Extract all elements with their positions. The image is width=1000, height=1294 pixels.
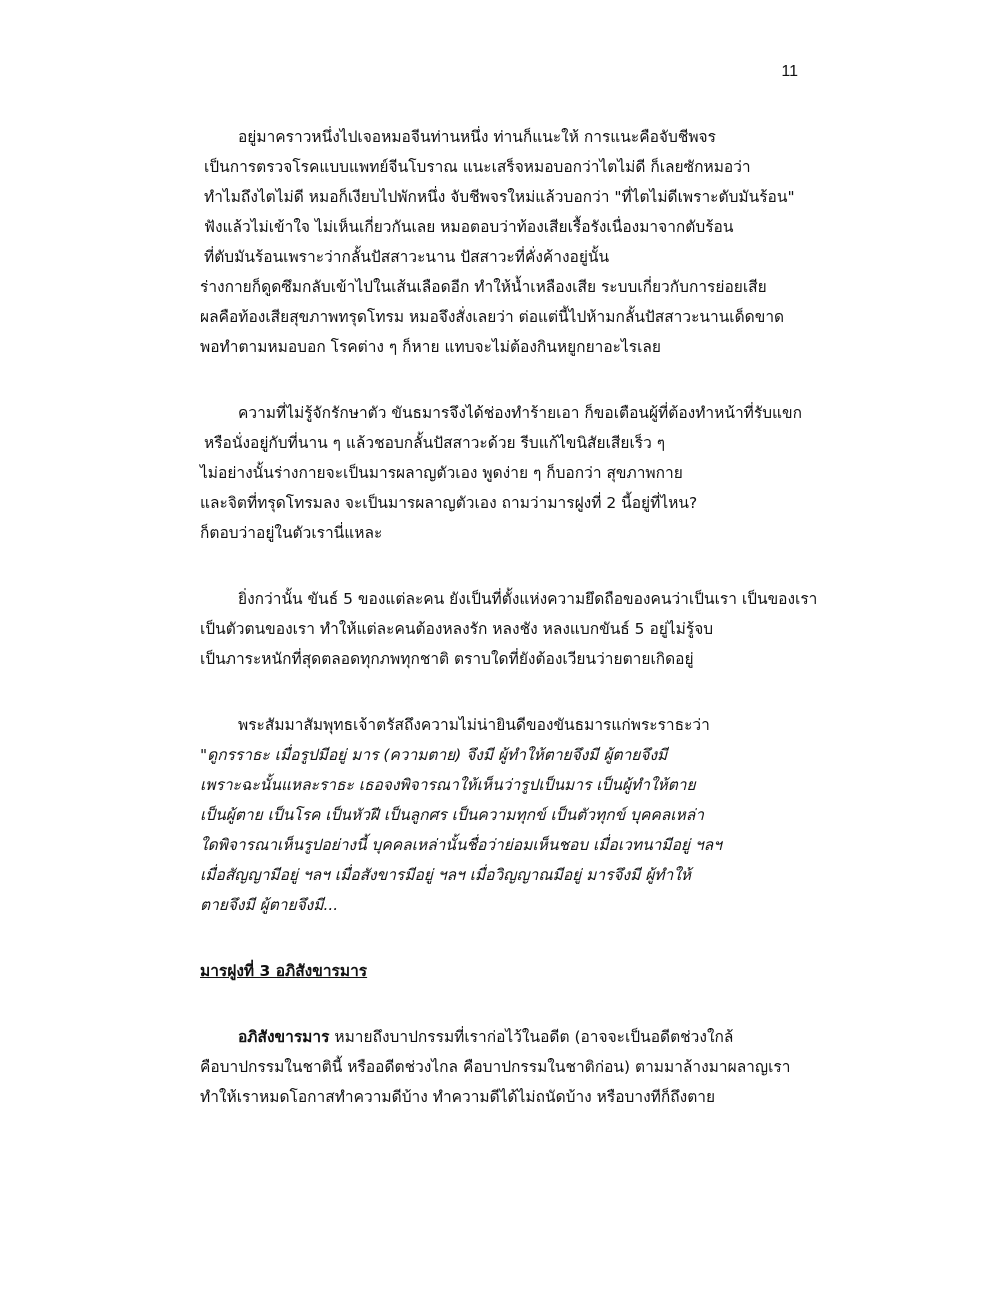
lead-term: อภิสังขารมาร [238,1028,330,1046]
paragraph-4 [200,710,820,920]
text-line [200,1022,820,1052]
text-line: ไม่อย่างนั้นร่างกายจะเป็นมารผลาญตัวเอง พูดง่าย ๆ ก็บอกว่า สุขภาพกาย [200,464,683,482]
paragraph-5 [200,1022,820,1112]
quote-line: เป็นผู้ตาย เป็นโรค เป็นหัวฝี เป็นลูกศร เป็นความทุกข์ เป็นตัวทุกข์ บุคคลเหล่า [200,806,704,824]
text-line: ทำให้เราหมดโอกาสทำความดีบ้าง ทำความดีได้ไม่ถนัดบ้าง หรือบางทีก็ถึงตาย [200,1088,716,1106]
section-heading: มารฝูงที่ 3 อภิสังขารมาร [200,962,368,980]
text-line: พอทำตามหมอบอก โรคต่าง ๆ ก็หาย แทบจะไม่ต้องกินหยูกยาอะไรเลย [200,338,661,356]
quote-line: เพราะฉะนั้นแหละราธะ เธอจงพิจารณาให้เห็นว่ารูปเป็นมาร เป็นผู้ทำให้ตาย [200,776,696,794]
text-line: อยู่มาคราวหนึ่งไปเจอหมอจีนท่านหนึ่ง ท่านก็แนะให้ การแนะคือจับชีพจร [238,128,716,146]
quote-line: ใดพิจารณาเห็นรูปอย่างนี้ บุคคลเหล่านั้นชื่อว่าย่อมเห็นชอบ เมื่อเวทนามีอยู่ ฯลฯ [200,836,722,854]
text-line: พระสัมมาสัมพุทธเจ้าตรัสถึงความไม่น่ายินดีของขันธมารแก่พระราธะว่า [238,716,710,734]
text-line: ฟังแล้วไม่เข้าใจ ไม่เห็นเกี่ยวกันเลย หมอตอบว่าท้องเสียเรื้อรังเนื่องมาจากตับร้อน [204,218,734,236]
paragraph-3 [200,584,820,674]
text-line: และจิตที่ทรุดโทรมลง จะเป็นมารผลาญตัวเอง ถามว่ามารฝูงที่ 2 นี้อยู่ที่ไหน? [200,494,698,512]
quote-line: "ดูกรราธะ เมื่อรูปมีอยู่ มาร (ความตาย) จึงมี ผู้ทำให้ตายจึงมี ผู้ตายจึงมี [200,746,668,764]
text-line: ทำไมถึงไตไม่ดี หมอก็เงียบไปพักหนึ่ง จับชีพจรใหม่แล้วบอกว่า "ที่ไตไม่ดีเพราะตับมันร้อน" [204,188,795,206]
text-line: คือบาปกรรมในชาตินี้ หรืออดีตช่วงไกล คือบาปกรรมในชาติก่อน) ตามมาล้างมาผลาญเรา [200,1058,791,1076]
page-number: 11 [781,63,798,80]
text-line: เป็นตัวตนของเรา ทำให้แต่ละคนต้องหลงรัก หลงชัง หลงแบกขันธ์ 5 อยู่ไม่รู้จบ [200,620,714,638]
text-line: ก็ตอบว่าอยู่ในตัวเรานี่แหละ [200,524,383,542]
paragraph-2 [200,398,820,548]
lead-line-text: หมายถึงบาปกรรมที่เราก่อไว้ในอดีต (อาจจะเป็นอดีตช่วงใกล้ [329,1028,734,1046]
text-line: ที่ตับมันร้อนเพราะว่ากลั้นปัสสาวะนาน ปัสสาวะที่คั่งค้างอยู่นั้น [204,248,610,266]
text-line: ผลคือท้องเสียสุขภาพทรุดโทรม หมอจึงสั่งเลยว่า ต่อแต่นี้ไปห้ามกลั้นปัสสาวะนานเด็ดขาด [200,308,785,326]
text-line: หรือนั่งอยู่กับที่นาน ๆ แล้วชอบกลั้นปัสสาวะด้วย รีบแก้ไขนิสัยเสียเร็ว ๆ [204,434,666,452]
text-line: เป็นการตรวจโรคแบบแพทย์จีนโบราณ แนะเสร็จหมอบอกว่าไตไม่ดี ก็เลยซักหมอว่า [204,158,751,176]
text-line: ร่างกายก็ดูดซึมกลับเข้าไปในเส้นเลือดอีก ทำให้น้ำเหลืองเสีย ระบบเกี่ยวกับการย่อยเสีย [200,278,767,296]
document-body [200,122,820,1148]
text-line: ความที่ไม่รู้จักรักษาตัว ขันธมารจึงได้ช่องทำร้ายเอา ก็ขอเตือนผู้ที่ต้องทำหน้าที่รับแขก [238,404,803,422]
text-line: ยิ่งกว่านั้น ขันธ์ 5 ของแต่ละคน ยังเป็นที่ตั้งแห่งความยึดถือของคนว่าเป็นเรา เป็นของเรา [238,590,818,608]
text-line: เป็นภาระหนักที่สุดตลอดทุกภพทุกชาติ ตราบใดที่ยังต้องเวียนว่ายตายเกิดอยู่ [200,650,694,668]
quote-line: เมื่อสัญญามีอยู่ ฯลฯ เมื่อสังขารมีอยู่ ฯลฯ เมื่อวิญญาณมีอยู่ มารจึงมี ผู้ทำให้ [200,866,692,884]
paragraph-1 [200,122,820,362]
quote-line: ตายจึงมี ผู้ตายจึงมี... [200,896,339,914]
